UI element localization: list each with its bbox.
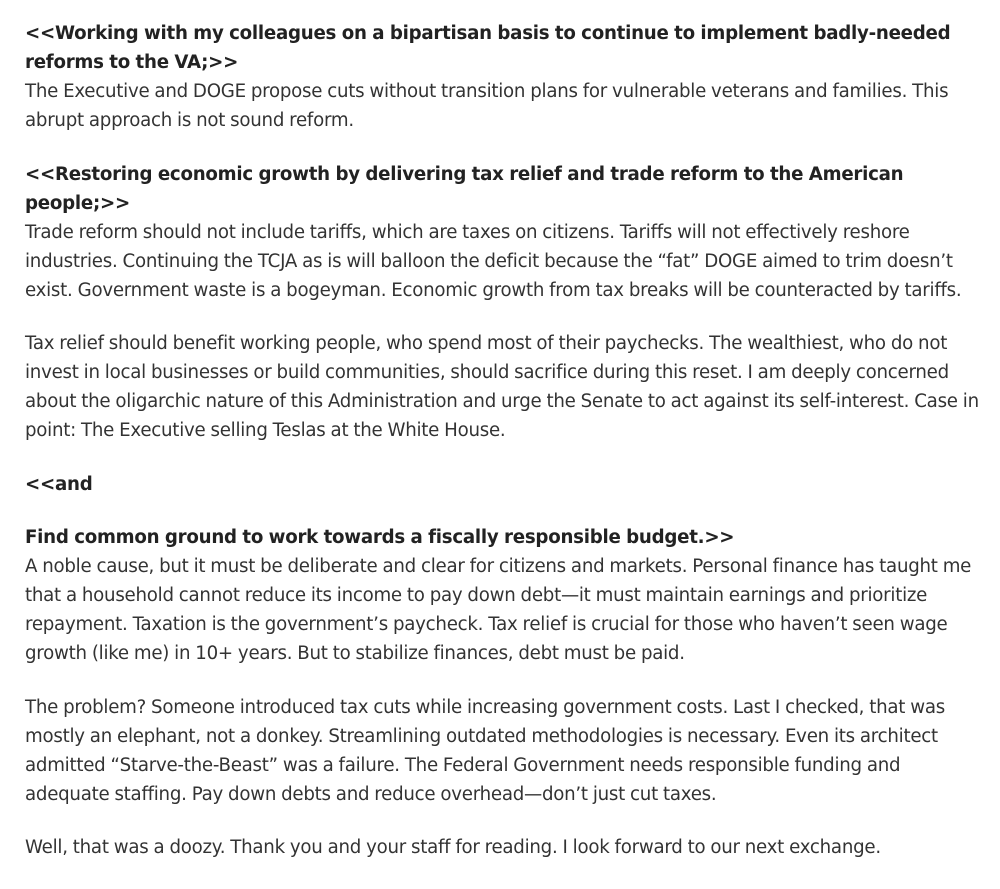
- section-paragraph: The Executive and DOGE propose cuts without transition plans for vulnerable veterans and families. This abrupt approach is not sound reform.: [25, 81, 949, 131]
- section-paragraph: Tax relief should benefit working people, who spend most of their paychecks. The wealthiest, who do not invest in local businesses or build communities, should sacrifice during this reset. I am deeply concerned about the oligarchic nature of this Administration and urge the Senate to act against its self-interest. Case in point: The Executive selling Teslas at the White House.: [25, 333, 979, 441]
- section-heading: <<Working with my colleagues on a bipartisan basis to continue to implement badly-needed reforms to the VA;>>: [25, 23, 951, 73]
- section-paragraph: Trade reform should not include tariffs, which are taxes on citizens. Tariffs will not effectively reshore industries. Continuing the TCJA as is will balloon the deficit because the “fat” DOGE aimed to trim doesn’t exist. Government waste is a bogeyman. Economic growth from tax breaks will be counteracted by tariffs.: [25, 221, 962, 301]
- section-paragraph: The problem? Someone introduced tax cuts while increasing government costs. Last I checked, that was mostly an elephant, not a donkey. Streamlining outdated methodologies is necessary. Even its architect admitted “Starve-the-Beast” was a failure. The Federal Government needs responsible funding and adequate staffing. Pay down debts and reduce overhead—don’t just cut taxes.: [25, 696, 945, 805]
- section-fiscal-budget: [25, 523, 986, 668]
- section-paragraph: A noble cause, but it must be deliberate and clear for citizens and markets. Personal finance has taught me that a household cannot reduce its income to pay down debt—it must maintain earnings and prioritize repayment. Taxation is the government’s paycheck. Tax relief is crucial for those who haven’t seen wage growth (like me) in 10+ years. But to stabilize finances, debt must be paid.: [25, 556, 972, 664]
- section-va-reform: [25, 19, 986, 135]
- section-closing: [25, 833, 986, 862]
- section-tax-relief: [25, 329, 986, 445]
- section-economic-growth: [25, 160, 986, 305]
- section-heading: <<and: [25, 473, 93, 495]
- closing-paragraph: Well, that was a doozy. Thank you and your staff for reading. I look forward to our next exchange.: [25, 837, 881, 858]
- section-and: [25, 470, 986, 499]
- section-problem: [25, 693, 986, 809]
- section-heading: <<Restoring economic growth by delivering tax relief and trade reform to the American people;>>: [25, 163, 904, 214]
- section-heading: Find common ground to work towards a fiscally responsible budget.>>: [25, 527, 735, 548]
